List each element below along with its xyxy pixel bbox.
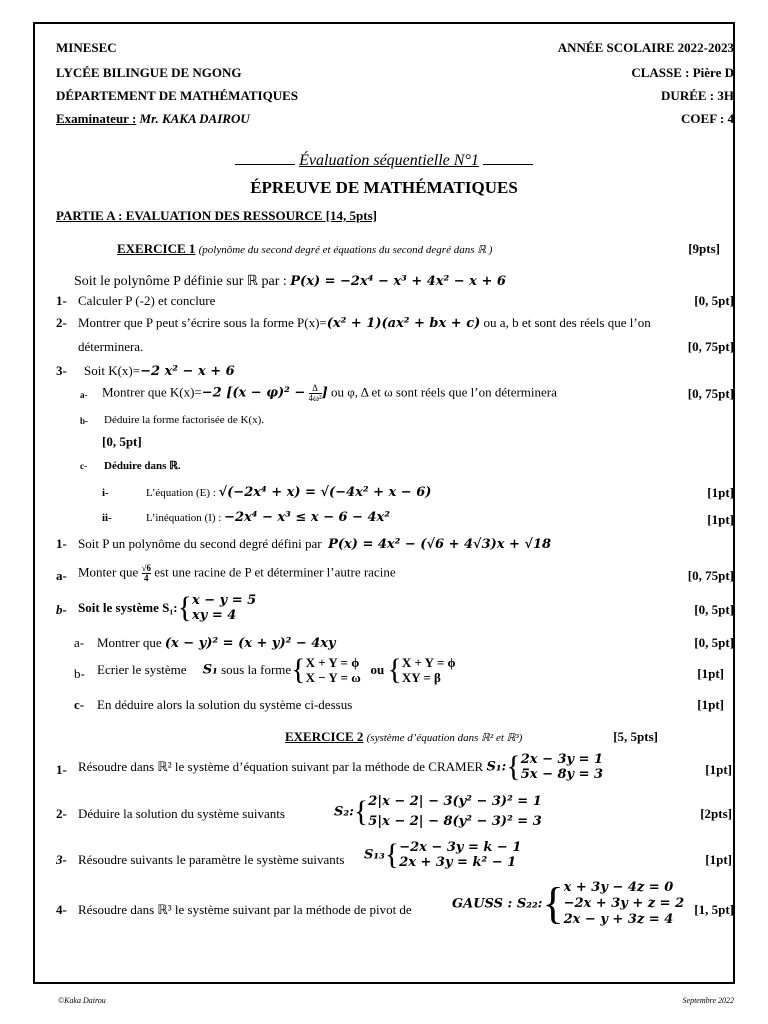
ex1-q3b-pts: [0, 5pt]: [102, 434, 142, 449]
ex1-q5b-or: ou: [370, 662, 385, 677]
system-line: 5x − 8y = 3: [520, 767, 604, 782]
ex1-q4b-pts: [0, 5pt]: [694, 602, 734, 617]
ex2-heading: [285, 729, 522, 745]
ex1-q4a-num: a-: [56, 568, 67, 583]
ex2-q1-text: Résoudre dans ℝ² le système d’équation suivant par la méthode de CRAMER: [78, 759, 484, 774]
system-line: X − Y = ω: [305, 670, 361, 685]
footer-copyright: ©Kaka Dairou: [58, 996, 106, 1005]
header-year: ANNÉE SCOLAIRE 2022-2023: [557, 40, 734, 55]
ex1-q4b-text: Soit le système S₁:: [78, 600, 178, 615]
ex1-q5b-system-1: [306, 655, 361, 685]
ex1-q3c: Déduire dans ℝ.: [104, 460, 181, 472]
ex1-q5b-system-2: [402, 655, 456, 685]
ex1-q1: Calculer P (-2) et conclure: [78, 293, 216, 308]
ex1-q4-text: Soit P un polynôme du second degré défini par: [78, 536, 322, 551]
ex1-q3cii: [146, 510, 390, 525]
examiner-label: Examinateur :: [56, 111, 137, 126]
ex1-q3cii-math: −2x⁴ − x³ ≤ x − 6 − 4x²: [224, 510, 390, 525]
ex1-q2-math: (x² + 1)(ax² + bx + c): [326, 316, 481, 331]
ex1-q4-math: P(x) = 4x² − (√6 + 4√3)x + √18: [328, 537, 552, 552]
ex1-q5c: En déduire alors la solution du système ci-dessus: [97, 697, 353, 712]
system-line: 2x − y + 3z = 4: [563, 912, 674, 927]
ex2-q3-pts: [1pt]: [705, 852, 732, 867]
subject-title: ÉPREUVE DE MATHÉMATIQUES: [250, 178, 518, 197]
ex1-q1-pts: [0, 5pt]: [694, 293, 734, 308]
ex1-q3-math: −2 x² − x + 6: [140, 364, 235, 379]
ex1-q3-text: Soit K(x)=: [84, 363, 141, 378]
system-line: X + Y = ϕ: [305, 655, 360, 670]
ex1-q5c-num: c-: [74, 697, 85, 712]
ex1-q2: [78, 315, 651, 331]
ex1-q3a: [102, 384, 557, 403]
system-line: x + 3y − 4z = 0: [563, 880, 674, 895]
header-school: LYCÉE BILINGUE DE NGONG: [56, 65, 242, 80]
ex1-heading: [117, 241, 492, 257]
ex1-q4a: [78, 564, 396, 583]
system-line: 2x + 3y = k² − 1: [399, 855, 517, 870]
ex1-q5b-text: Ecrier le système: [97, 662, 187, 677]
ex1-q3a-math: −2 [(x − φ)² −: [201, 385, 306, 401]
header-class: CLASSE : Pière D: [631, 65, 734, 80]
ex1-q5b: [97, 655, 456, 685]
ex2-q4-system: [564, 880, 685, 928]
ex2-q3: Résoudre suivants le paramètre le système suivants: [78, 852, 345, 867]
ex1-q3-num: 3-: [56, 363, 67, 378]
ex2-q4-system-wrap: [452, 880, 684, 928]
title-underline-right: [483, 164, 533, 165]
ex1-q5a: [97, 635, 336, 651]
ex2-q2-system-wrap: [334, 792, 542, 832]
system-line: xy = 4: [191, 608, 237, 623]
header-minesec: MINESEC: [56, 40, 117, 55]
ex1-q4: [78, 536, 551, 552]
ex1-q3b: Déduire la forme factorisée de K(x).: [104, 414, 265, 426]
ex2-q1-pts: [1pt]: [705, 762, 732, 777]
ex1-subtitle: (polynôme du second degré et équations du second degré dans ℝ ): [198, 244, 493, 256]
ex1-points: [9pts]: [688, 241, 720, 256]
ex1-q4b: [78, 593, 256, 623]
ex1-q3: [84, 363, 235, 379]
ex2-q1-s: S₁:: [486, 759, 507, 775]
ex2-q4: Résoudre dans ℝ³ le système suivant par la méthode de pivot de: [78, 902, 412, 917]
ex2-q3-num: 3-: [56, 852, 67, 867]
ex1-intro-text: Soit le polynôme P définie sur ℝ par :: [74, 274, 287, 289]
system-line: −2x − 3y = k − 1: [399, 840, 522, 855]
ex1-intro-math: P(x) = −2x⁴ − x³ + 4x² − x + 6: [290, 274, 506, 289]
ex1-q3a-frac: [309, 384, 322, 403]
sequential-title: [0, 152, 768, 170]
ex2-q4-s: GAUSS : S₂₂:: [452, 896, 543, 912]
ex1-q3ci-text: L’équation (E) :: [146, 487, 216, 499]
frac-den: 4: [144, 573, 149, 583]
ex2-q1-num: 1-: [56, 762, 67, 777]
ex1-q3ci-num: i-: [102, 487, 109, 499]
brace: {: [291, 653, 306, 686]
ex1-q4a-text-b: est une racine de P et déterminer l’autre racine: [154, 564, 396, 580]
ex1-q2-text-b: ou a, b et sont des réels que l’on: [480, 315, 651, 330]
sequential-title-text: Évaluation séquentielle N°1: [299, 152, 479, 169]
header-department: DÉPARTEMENT DE MATHÉMATIQUES: [56, 88, 298, 103]
ex1-q4-num: 1-: [56, 536, 67, 551]
ex1-q2-text: Montrer que P peut s’écrire sous la forme P(x)=: [78, 315, 327, 330]
brace: {: [506, 750, 521, 783]
brace: {: [542, 879, 564, 928]
ex1-q5b-s: S₁: [202, 662, 218, 678]
ex1-q1-num: 1-: [56, 293, 67, 308]
header-duration: DURÉE : 3H: [661, 88, 734, 103]
ex1-q3cii-text: L’inéquation (I) :: [146, 512, 222, 524]
ex1-q4a-text: Monter que: [78, 564, 139, 580]
ex1-q5b-pts: [1pt]: [697, 666, 724, 681]
ex2-q2-pts: [2pts]: [700, 806, 732, 821]
brace: {: [177, 591, 192, 624]
ex2-points: [5, 5pts]: [613, 729, 658, 744]
system-line: x − y = 5: [191, 593, 257, 608]
ex1-q4b-system: [192, 593, 256, 623]
ex1-q2-num: 2-: [56, 315, 67, 330]
ex1-q2-pts: [0, 75pt]: [687, 339, 734, 354]
ex2-q3-s: S₁₃: [364, 847, 385, 863]
system-line: 2|x − 2| − 3(y² − 3)² = 1: [368, 794, 542, 809]
ex2-q2-s: S₂:: [334, 804, 354, 820]
ex1-q3ci-pts: [1pt]: [707, 485, 734, 500]
part-a-title: PARTIE A : EVALUATION DES RESSOURCE [14, 5pts]: [56, 208, 377, 223]
ex1-q3cii-num: ii-: [102, 512, 112, 524]
ex1-q5a-math: (x − y)² = (x + y)² − 4xy: [164, 636, 336, 651]
ex2-q4-num: 4-: [56, 902, 67, 917]
system-line: 5|x − 2| − 8(y² − 3)² = 3: [368, 814, 542, 829]
ex1-q5a-text: Montrer que: [97, 635, 162, 650]
system-line: X + Y = ϕ: [401, 655, 456, 670]
system-line: XY = β: [401, 670, 441, 685]
ex1-q3a-tail: ou φ, Δ et ω sont réels que l’on déterminera: [327, 384, 557, 400]
ex2-q1-system: [521, 752, 603, 782]
ex1-q5b-text-b: sous la forme: [221, 662, 292, 677]
frac-num: Δ: [309, 384, 322, 394]
ex1-q3ci: [146, 485, 431, 500]
ex1-q3b-num: b-: [80, 416, 89, 426]
ex2-title: EXERCICE 2: [285, 729, 364, 744]
ex2-q2: Déduire la solution du système suivants: [78, 806, 285, 821]
ex1-q3a-pts: [0, 75pt]: [687, 386, 734, 401]
ex1-q3cii-pts: [1pt]: [707, 512, 734, 527]
title-underline-left: [235, 164, 295, 165]
ex1-q4b-num: b-: [56, 602, 67, 617]
brace: {: [353, 795, 369, 828]
ex1-q5b-num: b-: [74, 666, 85, 681]
ex1-q3c-num: c-: [80, 461, 87, 471]
footer-date: Septembre 2022: [682, 996, 734, 1005]
ex1-q4a-frac: [142, 564, 151, 583]
ex1-q5a-pts: [0, 5pt]: [694, 635, 734, 650]
ex1-q2-cont: déterminera.: [78, 339, 144, 354]
ex1-q3a-end: ]: [321, 385, 328, 401]
system-line: −2x + 3y + z = 2: [563, 896, 685, 911]
ex2-q1: [78, 752, 603, 782]
frac-den: 4ω²: [308, 393, 322, 403]
frac-num: √6: [141, 563, 151, 573]
ex1-q3ci-math: √(−2x⁴ + x) = √(−4x² + x − 6): [218, 485, 432, 500]
header-coef: COEF : 4: [681, 111, 734, 126]
ex2-q3-system: [399, 840, 521, 870]
ex2-q2-system: [368, 792, 541, 832]
examiner-name: Mr. KAKA DAIROU: [139, 111, 250, 126]
ex2-q4-pts: [1, 5pt]: [694, 902, 734, 917]
brace: {: [387, 653, 402, 686]
ex1-q3a-text: Montrer que K(x)=: [102, 384, 202, 400]
ex1-q5c-pts: [1pt]: [697, 697, 724, 712]
ex2-q3-system-wrap: [364, 840, 521, 870]
brace: {: [384, 838, 400, 871]
ex1-title: EXERCICE 1: [117, 241, 196, 256]
system-line: 2x − 3y = 1: [520, 752, 604, 767]
ex1-q3a-num: a-: [80, 390, 88, 400]
ex2-q2-num: 2-: [56, 806, 67, 821]
ex2-subtitle: (système d’équation dans ℝ² et ℝ³): [366, 732, 523, 744]
header-examiner: [56, 111, 250, 127]
ex1-q5a-num: a-: [74, 635, 85, 650]
ex1-intro: [74, 273, 506, 290]
ex1-q4a-pts: [0, 75pt]: [687, 568, 734, 583]
